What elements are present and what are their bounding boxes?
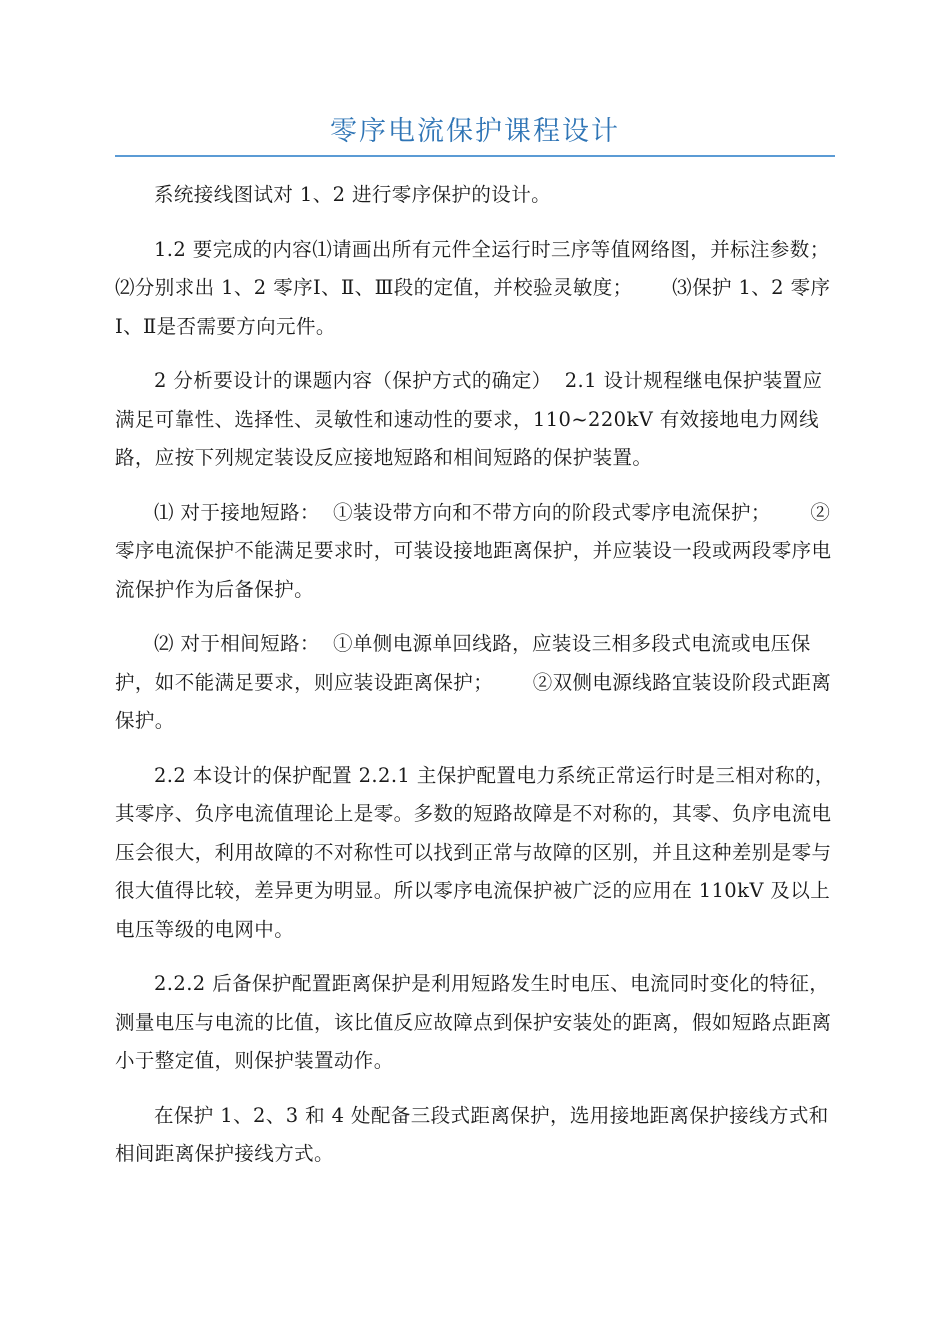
page-title: 零序电流保护课程设计 <box>330 116 620 147</box>
title-underline <box>115 155 835 157</box>
paragraph-backup-protection: 2.2.2 后备保护配置距离保护是利用短路发生时电压、电流同时变化的特征，测量电压与电流的比值，该比值反应故障点到保护安装处的距离，假如短路点距离小于整定值，则保护装置动作。 <box>115 972 832 1072</box>
paragraph-phase-fault: ⑵ 对于相间短路： ①单侧电源单回线路，应装设三相多段式电流或电压保护，如不能满足要求，则应装设距离保护； ②双侧电源线路宜装设阶段式距离保护。 <box>115 632 832 732</box>
paragraph-intro: 系统接线图试对 1、2 进行零序保护的设计。 <box>154 183 552 206</box>
paragraph-main-protection: 2.2 本设计的保护配置 2.2.1 主保护配置电力系统正常运行时是三相对称的，其零序、负序电流值理论上是零。多数的短路故障是不对称的，其零、负序电流电压会很大，利用故障的不对称性可以找到正常与故障的区别，并且这种差别是零与很大值得比较，差异更为明显。所以零序电流保护被广泛的应用在 110kV 及以上电压等级的电网中。 <box>115 763 835 941</box>
paragraph-ground-fault: ⑴ 对于接地短路： ①装设带方向和不带方向的阶段式零序电流保护； ②零序电流保护不能满足要求时，可装设接地距离保护，并应装设一段或两段零序电流保护作为后备保护。 <box>115 500 832 601</box>
paragraph-analysis: 2 分析要设计的课题内容（保护方式的确定） 2.1 设计规程继电保护装置应满足可靠性、选择性、灵敏性和速动性的要求，110~220kV 有效接地电力网线路，应按下列规定装设反应接地短路和相间短路的保护装置。 <box>115 369 823 469</box>
paragraph-distance-protection: 在保护 1、2、3 和 4 处配备三段式距离保护，选用接地距离保护接线方式和相间距离保护接线方式。 <box>115 1103 829 1165</box>
document-body <box>115 176 870 1190</box>
paragraph-task-content: 1.2 要完成的内容⑴请画出所有元件全运行时三序等值网络图，并标注参数； ⑵分别求出 1、2 零序Ⅰ、Ⅱ、Ⅲ段的定值，并校验灵敏度； ⑶保护 1、2 零序Ⅰ、Ⅱ是否需要方向元件。 <box>115 237 870 338</box>
